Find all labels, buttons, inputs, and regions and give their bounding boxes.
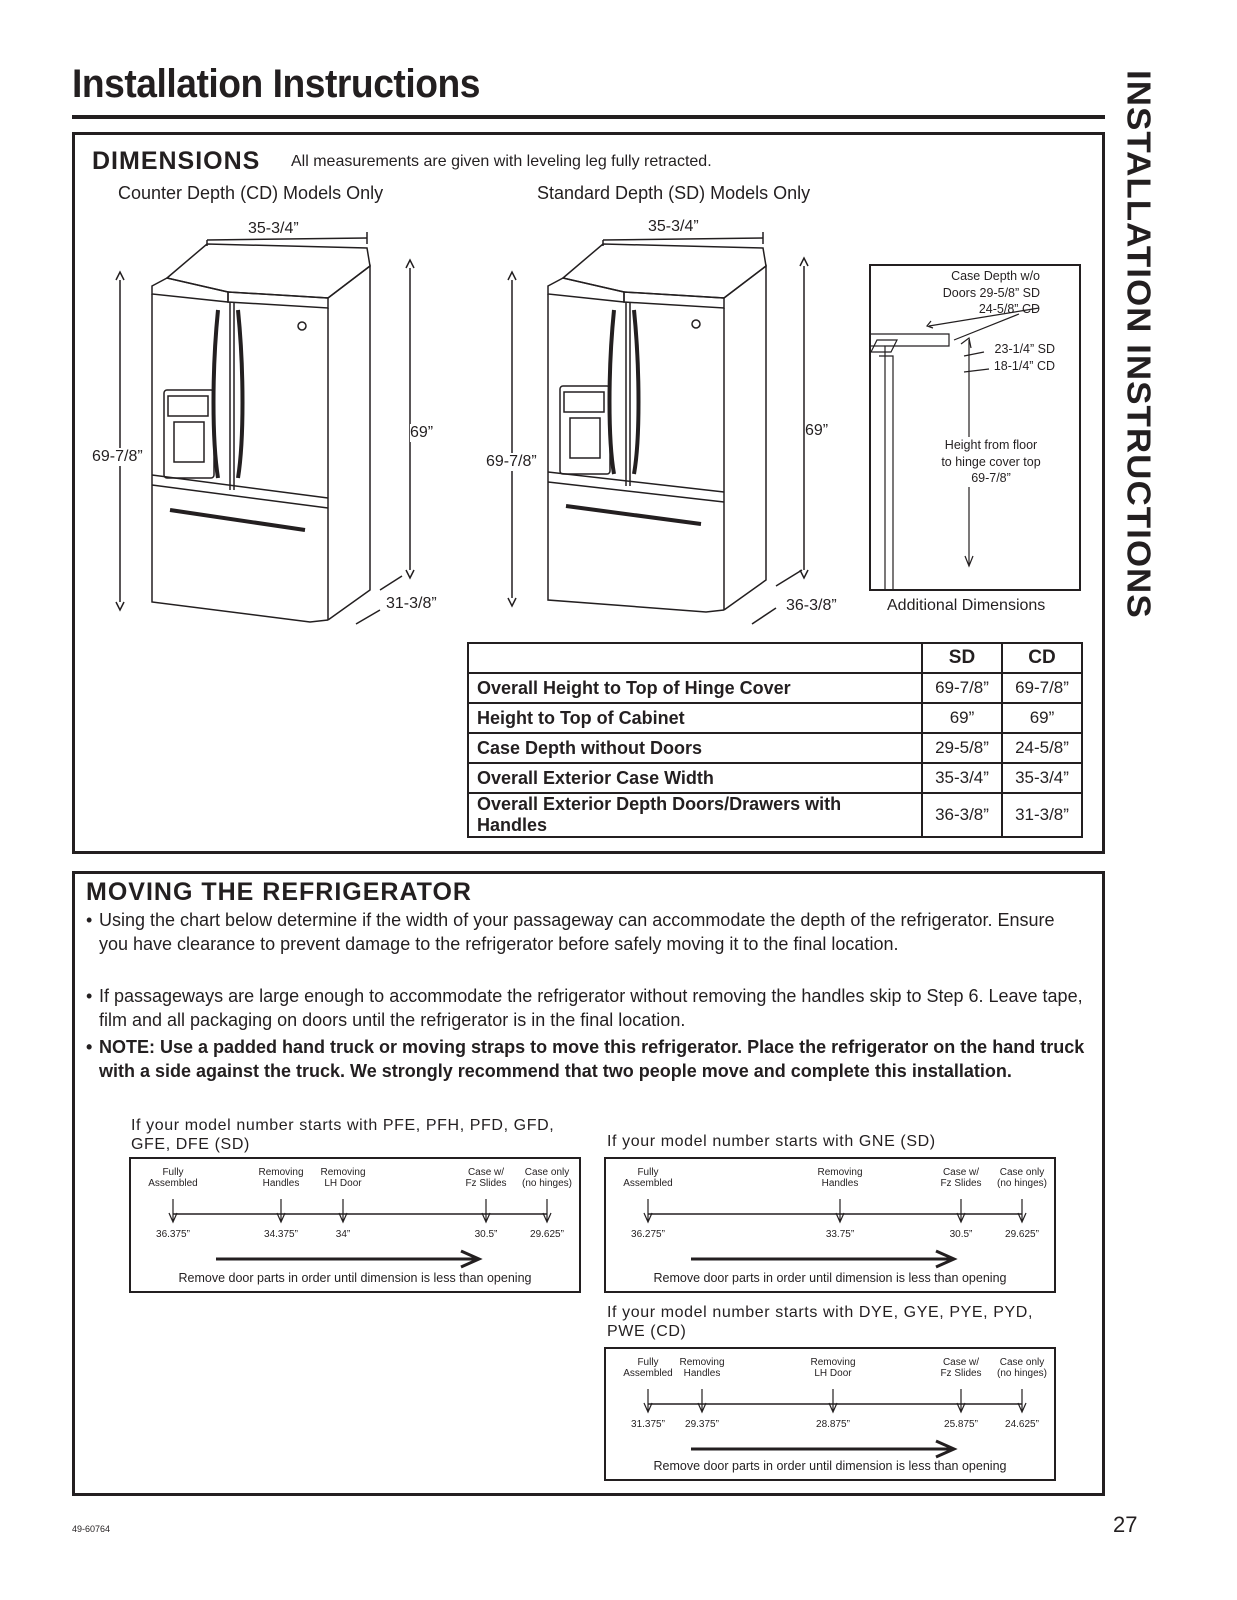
chart-caption: Remove door parts in order until dimension is less than opening — [653, 1459, 1007, 1473]
cd-cabinet-height-label: 69” — [410, 424, 434, 441]
table-row — [468, 703, 1082, 733]
title-rule — [72, 115, 1105, 119]
bullet-text: Using the chart below determine if the width of your passageway can accommodate the depth of the refrigerator. Ensure you have clearance to prevent damage to the refrigerator before safely moving it to the final location. — [99, 910, 1055, 954]
row-sd: 69” — [922, 703, 1002, 733]
additional-case-depth — [890, 268, 1040, 318]
row-label: Height to Top of Cabinet — [468, 703, 922, 733]
table-row — [468, 733, 1082, 763]
page-number: 27 — [1113, 1512, 1138, 1537]
chart-step-label-line: (no hinges) — [996, 1178, 1048, 1189]
chart-marker-arrow — [1018, 1389, 1026, 1412]
direction-arrow-icon — [216, 1251, 479, 1267]
row-cd: 31-3/8” — [1002, 793, 1082, 837]
chart-step-label-line: Case w/ — [942, 1357, 980, 1368]
chart-step-value: 29.375” — [685, 1419, 719, 1430]
row-label: Overall Exterior Depth Doors/Drawers with Handles — [468, 793, 922, 837]
row-sd: 35-3/4” — [922, 763, 1002, 793]
chart-step-value: 30.5” — [949, 1229, 973, 1240]
chart-step-label-line: Removing — [810, 1357, 856, 1368]
side-tab — [1118, 70, 1178, 670]
table-row — [468, 763, 1082, 793]
chart-step-value: 25.875” — [944, 1419, 978, 1430]
direction-arrow-icon — [691, 1251, 954, 1267]
chart-2 — [604, 1157, 1056, 1293]
chart-step-label — [303, 1167, 383, 1189]
row-label: Overall Exterior Case Width — [468, 763, 922, 793]
table-row — [468, 793, 1082, 837]
chart-step-label — [662, 1357, 742, 1379]
hinge-depth-line-2: 18-1/4” CD — [993, 358, 1055, 373]
chart-3 — [604, 1347, 1056, 1481]
chart-step-value: 33.75” — [825, 1229, 855, 1240]
chart-marker-arrow — [829, 1389, 837, 1412]
table-row — [468, 673, 1082, 703]
chart-2-title: If your model number starts with GNE (SD) — [607, 1133, 936, 1150]
chart-step-label-line: Removing — [320, 1167, 366, 1178]
case-depth-line-1: Case Depth w/o — [951, 269, 1040, 283]
chart-step-value: 34.375” — [264, 1229, 298, 1240]
chart-step-value: 31.375” — [631, 1419, 665, 1430]
chart-step-label-line: Handles — [821, 1178, 859, 1189]
row-label: Case Depth without Doors — [468, 733, 922, 763]
moving-heading: MOVING THE REFRIGERATOR — [86, 878, 472, 906]
row-label: Overall Height to Top of Hinge Cover — [468, 673, 922, 703]
floor-height-line-3: 69-7/8” — [971, 471, 1011, 485]
chart-step-label-line: Assembled — [623, 1178, 673, 1189]
table-corner — [468, 643, 922, 673]
chart-marker-arrow — [836, 1199, 844, 1222]
additional-dimensions-caption: Additional Dimensions — [887, 597, 1046, 614]
cd-fridge-figure — [80, 210, 480, 630]
side-tab-label: INSTALLATION INSTRUCTIONS — [1119, 70, 1157, 619]
chart-marker-arrow — [957, 1389, 965, 1412]
moving-bullet-3: • NOTE: Use a padded hand truck or moving straps to move this refrigerator. Place the refrigerator on the hand truck with a side against the truck. We strongly recommend that two people move and complete this installation. — [86, 1036, 1088, 1083]
sd-fridge-figure — [476, 210, 876, 630]
chart-marker-arrow — [1018, 1199, 1026, 1222]
chart-step-label-line: Assembled — [148, 1178, 198, 1189]
additional-floor-height — [926, 437, 1056, 487]
chart-step-label-line: Case only — [999, 1357, 1045, 1368]
chart-step-label-line: Fz Slides — [940, 1178, 982, 1189]
chart-caption: Remove door parts in order until dimension is less than opening — [653, 1271, 1007, 1285]
chart-step-label-line: Removing — [679, 1357, 725, 1368]
row-cd: 24-5/8” — [1002, 733, 1082, 763]
chart-step-label-line: Assembled — [623, 1368, 673, 1379]
sd-width-label: 35-3/4” — [648, 218, 699, 235]
chart-step-label-line: Fully — [162, 1167, 184, 1178]
chart-step-label — [793, 1357, 873, 1379]
chart-step-label-line: LH Door — [814, 1368, 852, 1379]
chart-step-value: 24.625” — [1005, 1419, 1039, 1430]
chart-step-label-line: Case only — [524, 1167, 570, 1178]
chart-step-label-line: Removing — [258, 1167, 304, 1178]
sd-title: Standard Depth (SD) Models Only — [537, 183, 811, 203]
table-header-row — [468, 643, 1082, 673]
chart-step-label-line: Handles — [683, 1368, 721, 1379]
sd-height-label: 69-7/8” — [486, 453, 537, 470]
chart-step-label — [608, 1167, 688, 1189]
chart-step-value: 29.625” — [530, 1229, 564, 1240]
chart-step-label — [982, 1357, 1062, 1379]
table-header-sd: SD — [922, 643, 1002, 673]
chart-marker-arrow — [169, 1199, 177, 1222]
cd-title: Counter Depth (CD) Models Only — [118, 183, 384, 203]
chart-marker-arrow — [543, 1199, 551, 1222]
moving-bullet-1: • Using the chart below determine if the width of your passageway can accommodate the depth of the refrigerator. Ensure you have clearance to prevent damage to the refrigerator before safely moving it to the final location. — [86, 909, 1088, 956]
case-depth-line-3: 24-5/8” CD — [978, 302, 1040, 316]
chart-step-label-line: Fully — [637, 1357, 659, 1368]
doc-number: 49-60764 — [72, 1524, 111, 1534]
chart-1 — [129, 1157, 581, 1293]
bullet-text: NOTE: Use a padded hand truck or moving straps to move this refrigerator. Place the refrigerator on the hand truck with a side against the truck. We strongly recommend that two people move and complete this installation. — [99, 1037, 1085, 1081]
chart-marker-arrow — [644, 1389, 652, 1412]
chart-step-value: 28.875” — [816, 1419, 850, 1430]
chart-marker-arrow — [644, 1199, 652, 1222]
moving-bullet-2: • If passageways are large enough to accommodate the refrigerator without removing the handles skip to Step 6. Leave tape, film and all packaging on doors until the refrigerator is in the final location. — [86, 985, 1088, 1032]
chart-step-label-line: Fully — [637, 1167, 659, 1178]
cd-depth-label: 31-3/8” — [386, 595, 437, 612]
chart-step-label-line: Case w/ — [942, 1167, 980, 1178]
chart-step-label-line: Fz Slides — [465, 1178, 507, 1189]
row-sd: 29-5/8” — [922, 733, 1002, 763]
chart-step-value: 30.5” — [474, 1229, 498, 1240]
chart-step-label-line: Case only — [999, 1167, 1045, 1178]
chart-step-label — [507, 1167, 587, 1189]
chart-step-label-line: (no hinges) — [521, 1178, 573, 1189]
cd-width-label: 35-3/4” — [248, 220, 299, 237]
chart-step-label-line: Handles — [262, 1178, 300, 1189]
additional-hinge-depth — [975, 341, 1055, 374]
chart-step-value: 34” — [335, 1229, 351, 1240]
chart-step-label — [133, 1167, 213, 1189]
row-cd: 69” — [1002, 703, 1082, 733]
bullet-text: If passageways are large enough to accommodate the refrigerator without removing the handles skip to Step 6. Leave tape, film and all packaging on doors until the refrigerator is in the final location. — [99, 986, 1083, 1030]
sd-depth-label: 36-3/8” — [786, 597, 837, 614]
chart-marker-arrow — [339, 1199, 347, 1222]
chart-step-label-line: Fz Slides — [940, 1368, 982, 1379]
case-depth-line-2: Doors 29-5/8” SD — [942, 285, 1040, 300]
hinge-depth-line-1: 23-1/4” SD — [994, 342, 1055, 356]
cd-height-label: 69-7/8” — [92, 448, 143, 465]
chart-step-label — [800, 1167, 880, 1189]
chart-step-label-line: Removing — [817, 1167, 863, 1178]
chart-marker-arrow — [277, 1199, 285, 1222]
page-title: Installation Instructions — [72, 62, 480, 106]
direction-arrow-icon — [691, 1441, 954, 1457]
row-sd: 69-7/8” — [922, 673, 1002, 703]
chart-step-label-line: Case w/ — [467, 1167, 505, 1178]
floor-height-line-1: Height from floor — [944, 438, 1038, 452]
chart-step-value: 36.375” — [156, 1229, 190, 1240]
chart-step-label-line: LH Door — [324, 1178, 362, 1189]
chart-marker-arrow — [698, 1389, 706, 1412]
dimensions-heading: DIMENSIONS — [92, 147, 261, 175]
chart-step-value: 36.275” — [631, 1229, 665, 1240]
dimensions-table — [467, 642, 1083, 838]
dimensions-note: All measurements are given with leveling leg fully retracted. — [291, 153, 712, 170]
chart-marker-arrow — [957, 1199, 965, 1222]
chart-step-value: 29.625” — [1005, 1229, 1039, 1240]
floor-height-line-2: to hinge cover top — [941, 454, 1041, 469]
chart-step-label — [982, 1167, 1062, 1189]
chart-1-title: If your model number starts with PFE, PFH, PFD, GFD, GFE, DFE (SD) — [131, 1117, 555, 1153]
chart-step-label-line: (no hinges) — [996, 1368, 1048, 1379]
table-header-cd: CD — [1002, 643, 1082, 673]
chart-marker-arrow — [482, 1199, 490, 1222]
row-cd: 35-3/4” — [1002, 763, 1082, 793]
sd-cabinet-height-label: 69” — [805, 422, 829, 439]
row-sd: 36-3/8” — [922, 793, 1002, 837]
chart-3-title: If your model number starts with DYE, GYE, PYE, PYD, PWE (CD) — [607, 1304, 1034, 1340]
chart-caption: Remove door parts in order until dimension is less than opening — [178, 1271, 532, 1285]
row-cd: 69-7/8” — [1002, 673, 1082, 703]
